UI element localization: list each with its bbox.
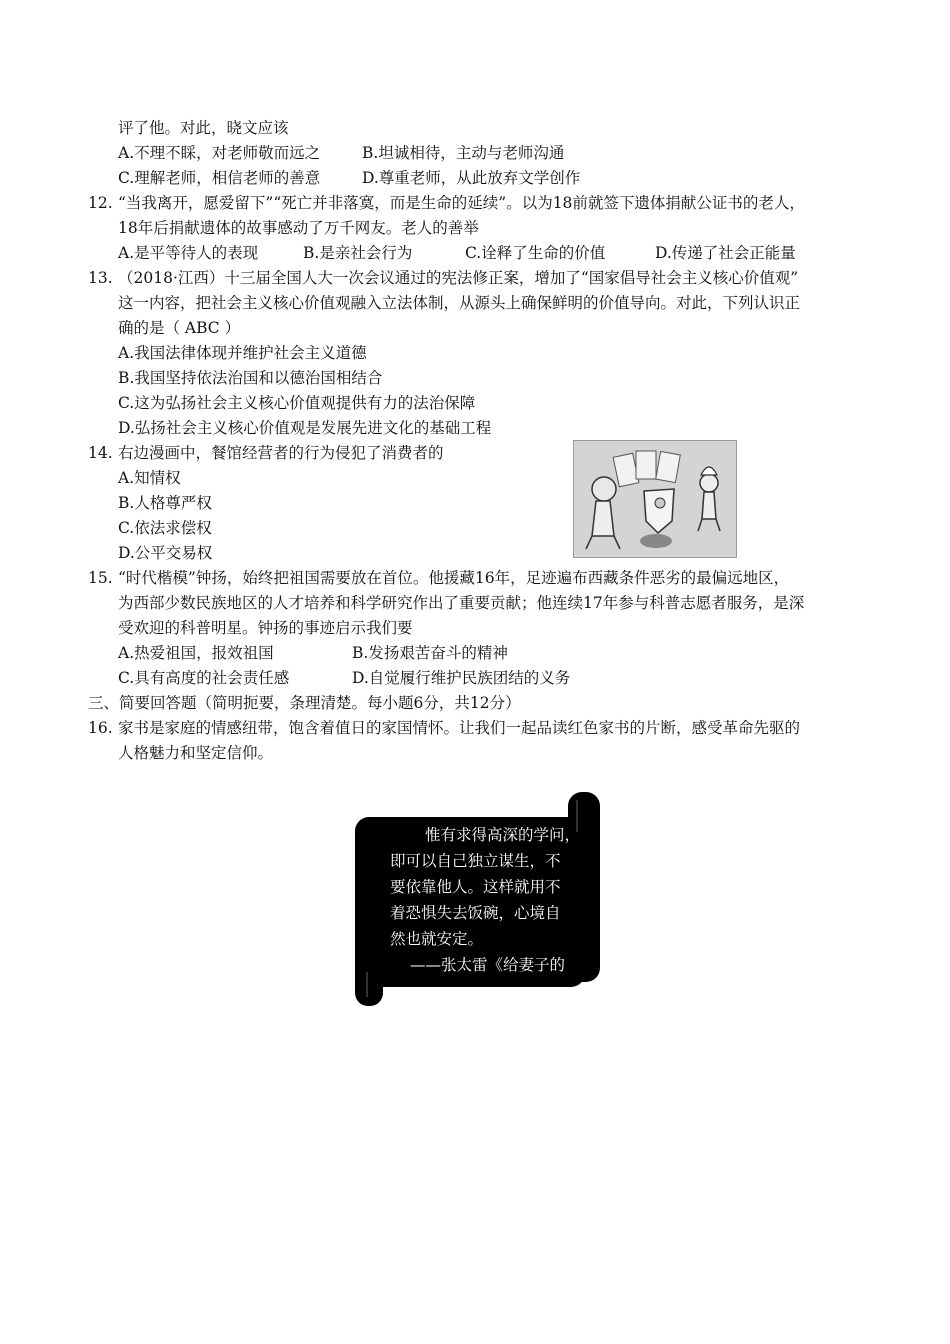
scroll-attribution: ——张太雷《给妻子的 <box>410 956 566 974</box>
q11-option-b: B.坦诚相待，主动与老师沟通 <box>362 144 565 162</box>
q14-number: 14. <box>88 444 113 462</box>
section-3-heading: 三、简要回答题（简明扼要，条理清楚。每小题6分，共12分） <box>88 694 521 712</box>
q11-option-d: D.尊重老师，从此放弃文学创作 <box>362 169 581 187</box>
scroll-line-2: 即可以自己独立谋生，不 <box>390 852 561 870</box>
q15-number: 15. <box>88 569 113 587</box>
scroll-line-3: 要依靠他人。这样就用不 <box>390 878 561 896</box>
q13-stem-line3: 确的是（ ABC ） <box>118 319 241 337</box>
q14-option-a: A.知情权 <box>118 469 181 487</box>
q13-option-d: D.弘扬社会主义核心价值观是发展先进文化的基础工程 <box>118 419 492 437</box>
q14-option-c: C.依法求偿权 <box>118 519 212 537</box>
scroll-line-5: 然也就安定。 <box>390 930 484 948</box>
restaurant-cartoon-image <box>573 440 737 558</box>
q12-option-c: C.诠释了生命的价值 <box>465 244 606 262</box>
q14-option-b: B.人格尊严权 <box>118 494 212 512</box>
q15-option-d: D.自觉履行维护民族团结的义务 <box>352 669 571 687</box>
q11-option-c: C.理解老师，相信老师的善意 <box>118 169 321 187</box>
scroll-line-1: 惟有求得高深的学问， <box>425 826 581 844</box>
q13-option-a: A.我国法律体现并维护社会主义道德 <box>118 344 367 362</box>
q15-stem-line3: 受欢迎的科普明星。钟扬的事迹启示我们要 <box>118 619 413 637</box>
scroll-line-4: 着恐惧失去饭碗，心境自 <box>390 904 561 922</box>
q13-number: 13. <box>88 269 113 287</box>
q11-stem-cont: 评了他。对此，晓文应该 <box>118 119 289 137</box>
q13-option-b: B.我国坚持依法治国和以德治国相结合 <box>118 369 383 387</box>
q12-option-a: A.是平等待人的表现 <box>118 244 259 262</box>
q15-stem-line1: “时代楷模”钟扬，始终把祖国需要放在首位。他援藏16年，足迹遍布西藏条件恶劣的最偏远地区， <box>118 569 790 587</box>
q16-number: 16. <box>88 719 113 737</box>
q15-option-a: A.热爱祖国，报效祖国 <box>118 644 274 662</box>
q12-option-b: B.是亲社会行为 <box>303 244 413 262</box>
q12-option-d: D.传递了社会正能量 <box>655 244 796 262</box>
q12-stem-line1: “当我离开，愿爱留下”“死亡并非落寞，而是生命的延续”。以为18前就签下遗体捐献公证书的老人， <box>118 194 805 212</box>
q12-number: 12. <box>88 194 113 212</box>
family-letter-scroll <box>355 792 600 1006</box>
q15-stem-line2: 为西部少数民族地区的人才培养和科学研究作出了重要贡献；他连续17年参与科普志愿者服务，是深 <box>118 594 805 612</box>
q16-stem-line2: 人格魅力和坚定信仰。 <box>118 744 274 762</box>
q13-option-c: C.这为弘扬社会主义核心价值观提供有力的法治保障 <box>118 394 476 412</box>
q12-stem-line2: 18年后捐献遗体的故事感动了万千网友。老人的善举 <box>118 219 479 237</box>
q14-option-d: D.公平交易权 <box>118 544 213 562</box>
q15-option-b: B.发扬艰苦奋斗的精神 <box>352 644 508 662</box>
q15-option-c: C.具有高度的社会责任感 <box>118 669 290 687</box>
q13-stem-line2: 这一内容，把社会主义核心价值观融入立法体制，从源头上确保鲜明的价值导向。对此，下列认识正 <box>118 294 801 312</box>
q16-stem-line1: 家书是家庭的情感纽带，饱含着值日的家国情怀。让我们一起品读红色家书的片断，感受革命先驱的 <box>118 719 801 737</box>
q11-option-a: A.不理不睬，对老师敬而远之 <box>118 144 321 162</box>
q14-stem: 右边漫画中，餐馆经营者的行为侵犯了消费者的 <box>118 444 444 462</box>
cartoon-illustration <box>574 441 736 557</box>
q13-stem-line1: （2018·江西）十三届全国人大一次会议通过的宪法修正案，增加了“国家倡导社会主义核心价值观” <box>118 269 799 287</box>
